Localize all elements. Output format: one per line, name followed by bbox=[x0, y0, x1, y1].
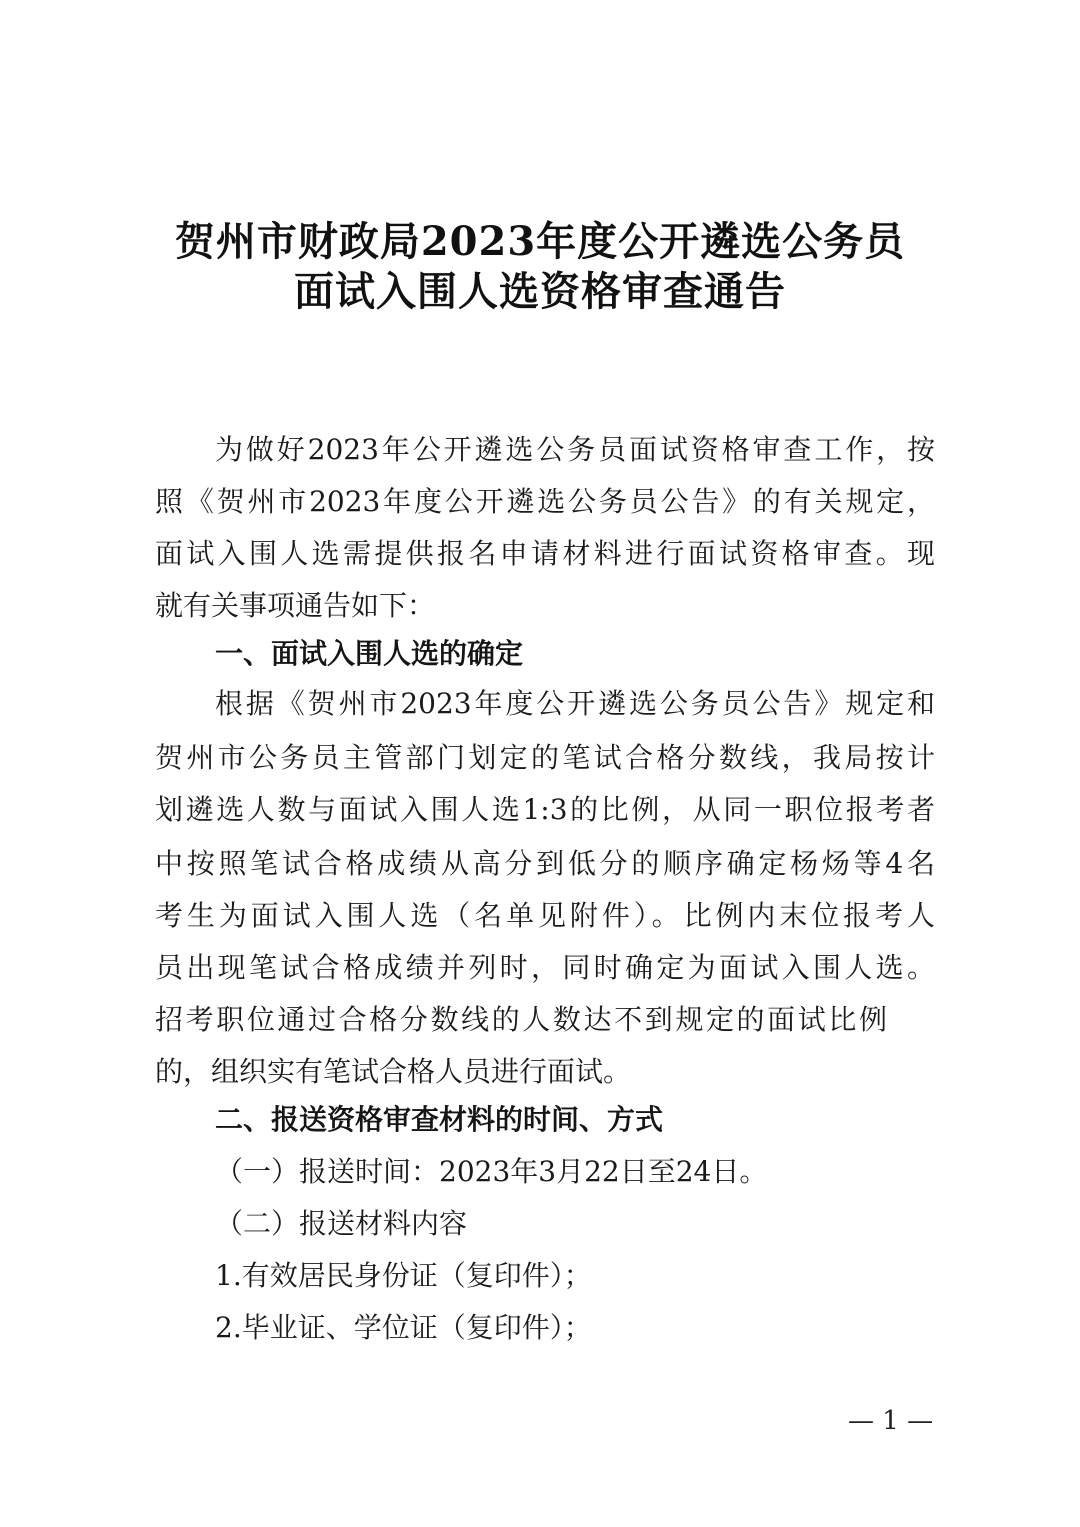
intro-line: 为做好2023年公开遴选公务员面试资格审查工作，按 bbox=[215, 433, 935, 466]
page-number: — 1 — bbox=[848, 1406, 934, 1436]
section-1-line: 的，组织实有笔试合格人员进行面试。 bbox=[155, 1055, 632, 1088]
intro-line: 照《贺州市2023年度公开遴选公务员公告》的有关规定， bbox=[155, 485, 935, 518]
section-1-line: 划遴选人数与面试入围人选1:3的比例，从同一职位报考者 bbox=[155, 793, 935, 826]
section-1-line: 根据《贺州市2023年度公开遴选公务员公告》规定和 bbox=[215, 687, 935, 720]
section-2-item: （二）报送材料内容 bbox=[215, 1207, 468, 1240]
document-title-line-1: 贺州市财政局2023年度公开遴选公务员 bbox=[174, 218, 906, 265]
section-1-line: 员出现笔试合格成绩并列时，同时确定为面试入围人选。 bbox=[155, 951, 935, 984]
section-1-line: 贺州市公务员主管部门划定的笔试合格分数线，我局按计 bbox=[155, 741, 935, 774]
intro-line: 面试入围人选需提供报名申请材料进行面试资格审查。现 bbox=[155, 537, 935, 570]
intro-line: 就有关事项通告如下： bbox=[155, 589, 436, 622]
section-2-heading: 二、报送资格审查材料的时间、方式 bbox=[215, 1103, 664, 1136]
section-2-item: 2.毕业证、学位证（复印件）； bbox=[215, 1311, 592, 1344]
section-1-line: 考生为面试入围人选（名单见附件）。比例内末位报考人 bbox=[155, 899, 935, 932]
section-2-item: 1.有效居民身份证（复印件）； bbox=[215, 1259, 592, 1292]
document-title-line-2: 面试入围人选资格审查通告 bbox=[294, 268, 786, 315]
section-1-line: 招考职位通过合格分数线的人数达不到规定的面试比例 bbox=[155, 1003, 887, 1036]
section-2-item: （一）报送时间：2023年3月22日至24日。 bbox=[215, 1155, 768, 1188]
section-1-heading: 一、面试入围人选的确定 bbox=[215, 637, 524, 670]
section-1-line: 中按照笔试合格成绩从高分到低分的顺序确定杨炀等4名 bbox=[155, 847, 935, 880]
